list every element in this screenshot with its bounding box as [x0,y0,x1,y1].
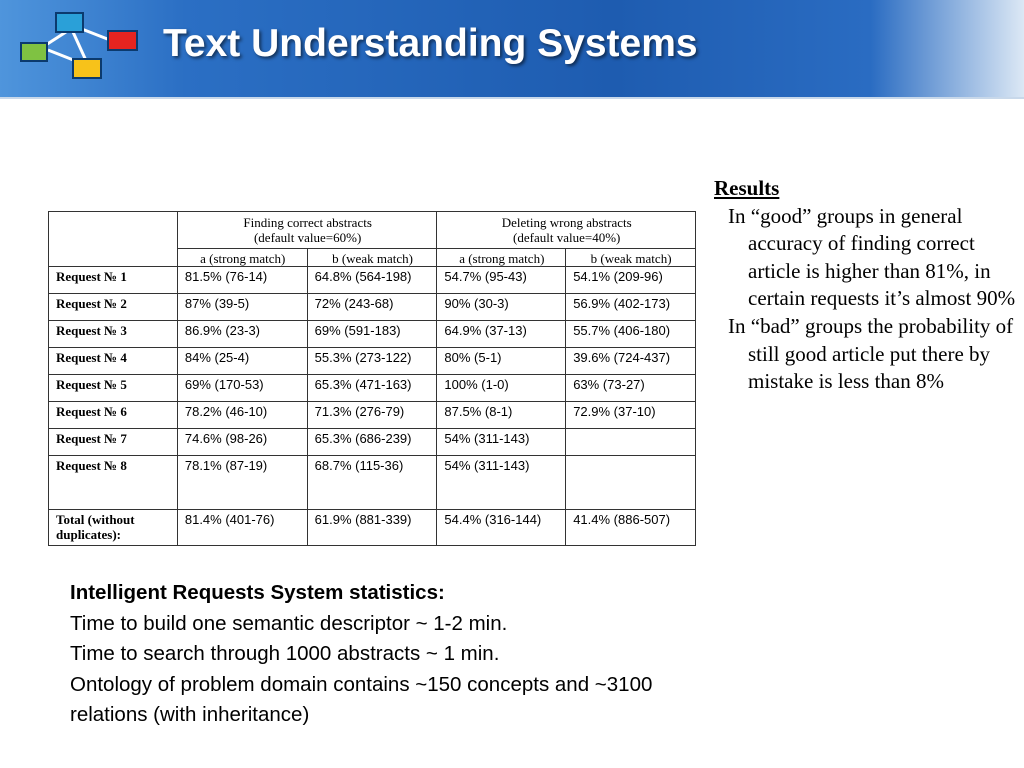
table-cell: 41.4% (886-507) [566,510,696,546]
statistics-line: Time to search through 1000 abstracts ~ 1 min. [70,642,500,666]
table-cell: 63% (73-27) [566,375,696,402]
group-header-line: Finding correct abstracts [243,215,372,230]
group-header-line: (default value=40%) [513,230,621,245]
table-cell: 39.6% (724-437) [566,348,696,375]
statistics-title: Intelligent Requests System statistics: [70,581,445,604]
network-blocks-logo-icon [18,10,142,80]
header-band [0,0,1024,99]
table-row [49,294,696,321]
results-table [48,211,696,546]
table-cell: 54.4% (316-144) [437,510,566,546]
table-row [49,402,696,429]
table-cell: 54% (311-143) [437,456,566,510]
statistics-line: Ontology of problem domain contains ~150 concepts and ~3100 relations (with inheritance) [70,672,653,727]
page-title: Text Understanding Systems [163,22,698,65]
group-header-line: Deleting wrong abstracts [501,215,632,230]
row-label: Request № 2 [49,294,178,321]
row-label: Request № 7 [49,429,178,456]
row-label: Request № 6 [49,402,178,429]
row-label: Request № 1 [49,267,178,294]
group-header-line: (default value=60%) [253,230,362,245]
results-item: In “good” groups in general accuracy of finding correct article is higher than 81%, in certain requests it’s almost 90% [728,203,1016,311]
table-cell: 65.3% (471-163) [307,375,437,402]
subheader-cell: b (weak match) [566,249,696,267]
table-cell [566,429,696,456]
group-header-deleting [437,212,696,249]
table-row [49,321,696,348]
table-row [49,429,696,456]
table-row [49,267,696,294]
subheader-cell: b (weak match) [307,249,437,267]
table-cell: 64.9% (37-13) [437,321,566,348]
row-label: Total (without duplicates): [49,510,178,546]
table-row [49,348,696,375]
group-header-finding [177,212,437,249]
statistics-line: Time to build one semantic descriptor ~ 1-2 min. [70,611,508,635]
row-label: Request № 3 [49,321,178,348]
table-cell: 55.7% (406-180) [566,321,696,348]
table-cell: 56.9% (402-173) [566,294,696,321]
table-cell: 74.6% (98-26) [177,429,307,456]
table-cell: 86.9% (23-3) [177,321,307,348]
table-cell: 81.4% (401-76) [177,510,307,546]
table-cell: 68.7% (115-36) [307,456,437,510]
table-cell: 64.8% (564-198) [307,267,437,294]
table-cell: 54.1% (209-96) [566,267,696,294]
table-cell: 78.2% (46-10) [177,402,307,429]
table-cell: 80% (5-1) [437,348,566,375]
table-cell: 84% (25-4) [177,348,307,375]
results-panel [714,175,1019,396]
table-cell: 71.3% (276-79) [307,402,437,429]
table-corner-cell [49,212,178,267]
table-row [49,375,696,402]
table-cell: 90% (30-3) [437,294,566,321]
table-cell: 69% (170-53) [177,375,307,402]
subheader-cell: a (strong match) [437,249,566,267]
subheader-cell: a (strong match) [177,249,307,267]
row-label: Request № 4 [49,348,178,375]
results-title: Results [714,176,780,200]
statistics-block [70,578,670,731]
table-cell: 72.9% (37-10) [566,402,696,429]
results-item: In “bad” groups the probability of still good article put there by mistake is less than 8% [728,313,1014,394]
table-cell: 54% (311-143) [437,429,566,456]
row-label: Request № 5 [49,375,178,402]
table-cell: 54.7% (95-43) [437,267,566,294]
table-cell: 78.1% (87-19) [177,456,307,510]
table-cell: 81.5% (76-14) [177,267,307,294]
table-cell: 65.3% (686-239) [307,429,437,456]
table-row-total [49,510,696,546]
table-cell: 87.5% (8-1) [437,402,566,429]
table-cell [566,456,696,510]
row-label: Request № 8 [49,456,178,510]
table-cell: 87% (39-5) [177,294,307,321]
table-cell: 72% (243-68) [307,294,437,321]
table-row [49,456,696,510]
table-cell: 100% (1-0) [437,375,566,402]
table-cell: 69% (591-183) [307,321,437,348]
table-header-row [49,212,696,249]
table-cell: 61.9% (881-339) [307,510,437,546]
table-cell: 55.3% (273-122) [307,348,437,375]
